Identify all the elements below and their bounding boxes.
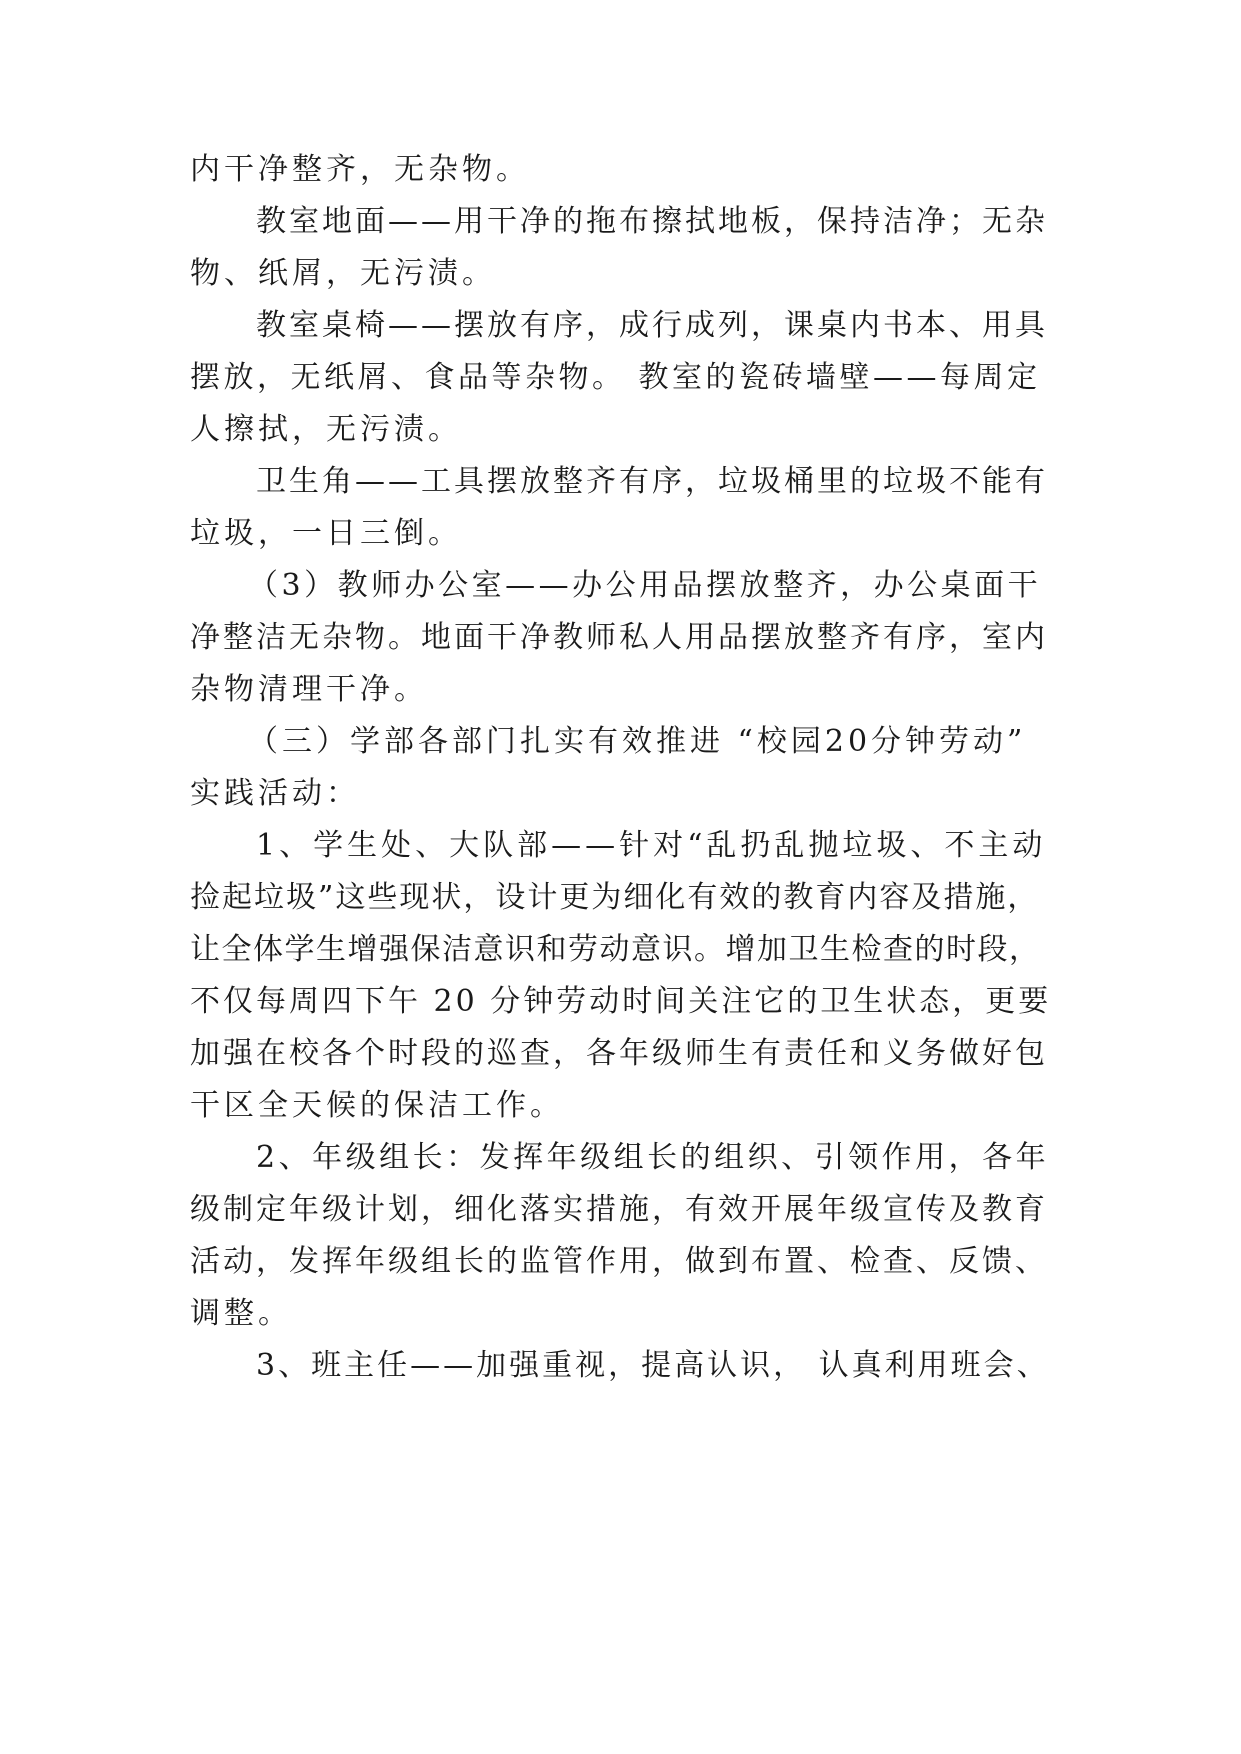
text-line: 3、班主任——加强重视，提高认识， 认真利用班会、 bbox=[256, 1348, 1050, 1383]
text-line: 干区全天候的保洁工作。 bbox=[190, 1088, 564, 1123]
text-line: 级制定年级计划，细化落实措施，有效开展年级宣传及教育 bbox=[190, 1192, 1048, 1227]
text-line: 2、年级组长：发挥年级组长的组织、引领作用，各年 bbox=[256, 1140, 1050, 1175]
text-line: 卫生角——工具摆放整齐有序，垃圾桶里的垃圾不能有 bbox=[256, 464, 1048, 499]
text-line: 1、学生处、大队部——针对“乱扔乱抛垃圾、不主动 bbox=[256, 828, 1047, 863]
text-line: 物、纸屑，无污渍。 bbox=[190, 256, 496, 291]
text-line: （3）教师办公室——办公用品摆放整齐，办公桌面干 bbox=[248, 568, 1042, 603]
text-line: 调整。 bbox=[190, 1296, 292, 1331]
text-line: 杂物清理干净。 bbox=[190, 672, 428, 707]
text-line: 摆放，无纸屑、食品等杂物。 教室的瓷砖墙壁——每周定 bbox=[190, 360, 1041, 395]
text-line: 内干净整齐，无杂物。 bbox=[190, 152, 530, 187]
text-line: 净整洁无杂物。地面干净教师私人用品摆放整齐有序，室内 bbox=[190, 620, 1048, 655]
text-line: 垃圾，一日三倒。 bbox=[190, 516, 462, 551]
text-line: 活动，发挥年级组长的监管作用，做到布置、检查、反馈、 bbox=[190, 1244, 1048, 1279]
text-line: 不仅每周四下午 20 分钟劳动时间关注它的卫生状态，更要 bbox=[190, 984, 1052, 1019]
text-line: 让全体学生增强保洁意识和劳动意识。增加卫生检查的时段， bbox=[190, 932, 1041, 967]
text-line: 加强在校各个时段的巡查，各年级师生有责任和义务做好包 bbox=[190, 1036, 1048, 1071]
text-line: 实践活动： bbox=[190, 776, 360, 811]
section-heading: （三）学部各部门扎实有效推进 “校园20分钟劳动” bbox=[248, 724, 1027, 759]
text-line: 教室地面——用干净的拖布擦拭地板，保持洁净；无杂 bbox=[256, 204, 1048, 239]
text-line: 教室桌椅——摆放有序，成行成列，课桌内书本、用具 bbox=[256, 308, 1048, 343]
text-line: 人擦拭，无污渍。 bbox=[190, 412, 462, 447]
text-line: 捡起垃圾”这些现状，设计更为细化有效的教育内容及措施， bbox=[190, 880, 1040, 915]
